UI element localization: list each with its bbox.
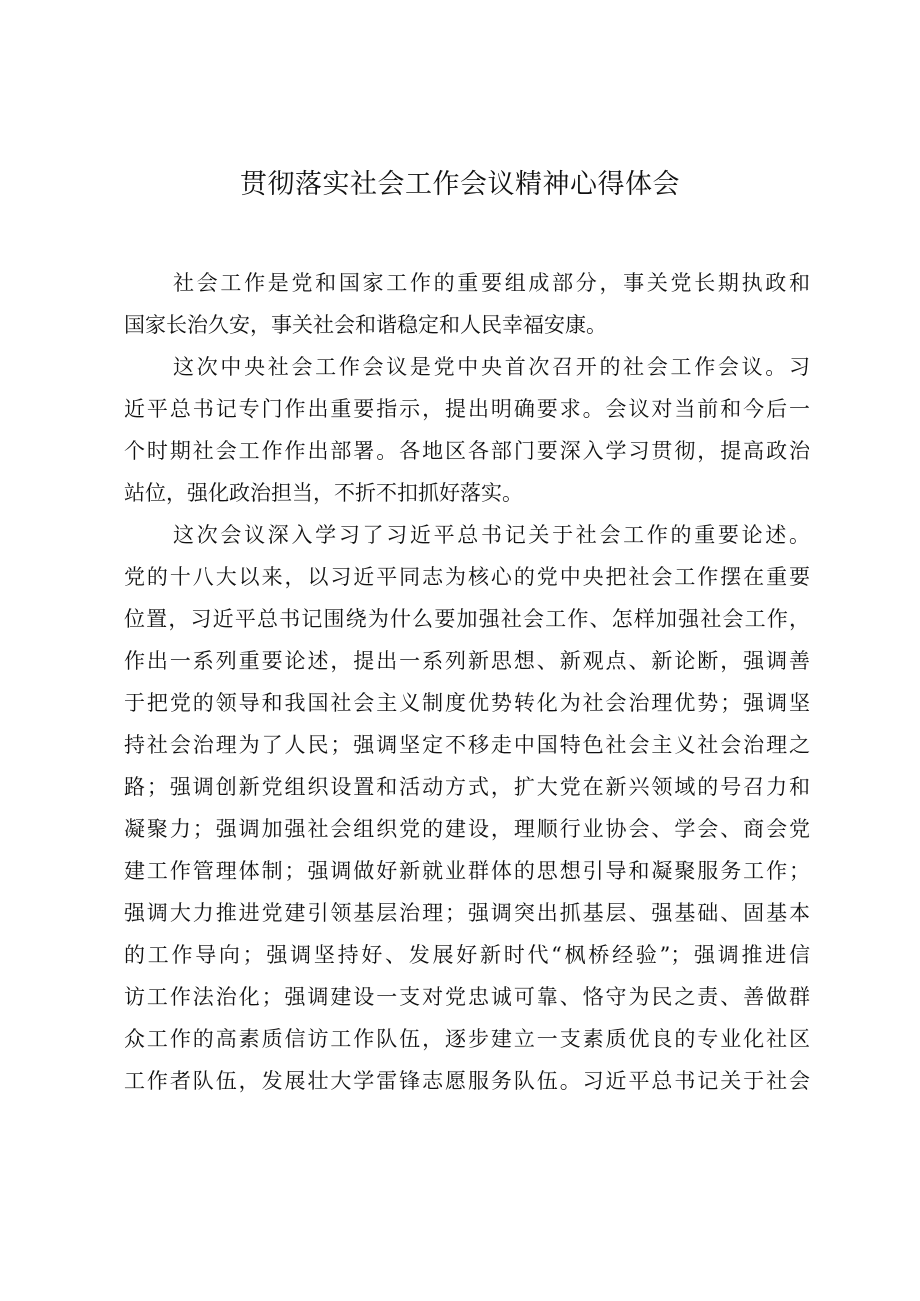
paragraph-2-line-4: 站位，强化政治担当，不折不扣抓好落实。 xyxy=(124,481,523,505)
paragraph-3-line-11: 的工作导向；强调坚持好、发展好新时代“枫桥经验”；强调推进信 xyxy=(124,943,810,967)
paragraph-2-line-2: 近平总书记专门作出重要指示，提出明确要求。会议对当前和今后一 xyxy=(124,397,810,421)
paragraph-3-line-8: 凝聚力；强调加强社会组织党的建设，理顺行业协会、学会、商会党 xyxy=(124,817,810,841)
paragraph-3-line-12: 访工作法治化；强调建设一支对党忠诚可靠、恪守为民之责、善做群 xyxy=(124,985,810,1009)
paragraph-2-line-3: 个时期社会工作作出部署。各地区各部门要深入学习贯彻，提高政治 xyxy=(124,439,810,463)
paragraph-2-line-1: 这次中央社会工作会议是党中央首次召开的社会工作会议。习 xyxy=(173,355,810,379)
paragraph-3-line-9: 建工作管理体制；强调做好新就业群体的思想引导和凝聚服务工作； xyxy=(124,859,810,883)
paragraph-3-line-6: 持社会治理为了人民；强调坚定不移走中国特色社会主义社会治理之 xyxy=(124,733,810,757)
paragraph-3-line-1: 这次会议深入学习了习近平总书记关于社会工作的重要论述。 xyxy=(173,523,810,547)
paragraph-3-line-2: 党的十八大以来，以习近平同志为核心的党中央把社会工作摆在重要 xyxy=(124,565,810,589)
paragraph-3-line-3: 位置，习近平总书记围绕为什么要加强社会工作、怎样加强社会工作， xyxy=(124,607,810,631)
paragraph-3-line-14: 工作者队伍，发展壮大学雷锋志愿服务队伍。习近平总书记关于社会 xyxy=(124,1069,810,1093)
paragraph-3-line-10: 强调大力推进党建引领基层治理；强调突出抓基层、强基础、固基本 xyxy=(124,901,810,925)
paragraph-1-line-1: 社会工作是党和国家工作的重要组成部分，事关党长期执政和 xyxy=(173,271,810,295)
paragraph-3-line-13: 众工作的高素质信访工作队伍，逐步建立一支素质优良的专业化社区 xyxy=(124,1027,810,1051)
paragraph-3-line-5: 于把党的领导和我国社会主义制度优势转化为社会治理优势；强调坚 xyxy=(124,691,810,715)
document-body xyxy=(124,262,810,1102)
paragraph-3-line-4: 作出一系列重要论述，提出一系列新思想、新观点、新论断，强调善 xyxy=(124,649,810,673)
document-title: 贯彻落实社会工作会议精神心得体会 xyxy=(240,169,680,200)
paragraph-3-line-7: 路；强调创新党组织设置和活动方式，扩大党在新兴领域的号召力和 xyxy=(124,775,810,799)
paragraph-1-line-2: 国家长治久安，事关社会和谐稳定和人民幸福安康。 xyxy=(124,313,607,337)
